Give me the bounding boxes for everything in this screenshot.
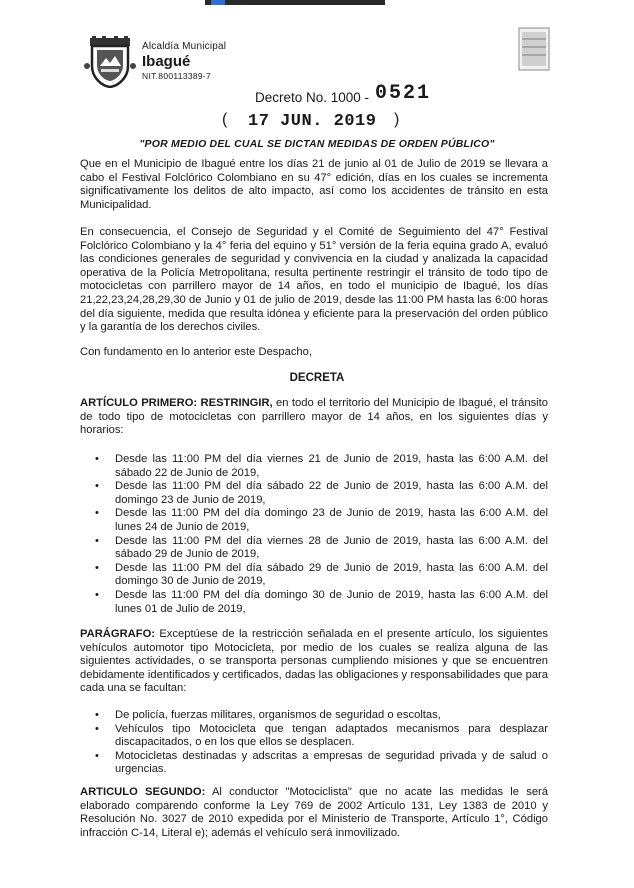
decreta-heading: DECRETA (289, 372, 345, 384)
paragrafo (80, 628, 548, 696)
alcaldia-label: Alcaldía Municipal (142, 41, 227, 52)
date-open-paren: ( (222, 111, 228, 128)
article-one-label: ARTÍCULO PRIMERO: RESTRINGIR, (80, 397, 273, 409)
article-two-label: ARTICULO SEGUNDO: (80, 786, 206, 798)
paragrafo-label: PARÁGRAFO: (80, 628, 155, 640)
article-one-text: en todo el territorio del Municipio de Ibagué, el tránsito de todo tipo de motocicletas con parrillero mayor de 14 años, en los siguientes días y horarios: (80, 397, 549, 437)
paragraph-considerando-2: En consecuencia, el Consejo de Seguridad y el Comité de Seguimiento del 47° Festival Folclórico Colombiano y la 4° feria del equino y 51° versión de la feria equina grado A, evaluó las condiciones generales de seguridad y convivencia en la ciudad y analizada la capacidad operativa de la Policía Metropolitana, resulta pertinente restringir el tránsito de todo tipo de motocicletas con parrillero mayor de 14 años, en todo el municipio de Ibagué, los días 21,22,23,24,28,29,30 de Junio y 01 de julio de 2019, desde las 11:00 PM hasta las 6:00 horas del día siguiente, medida que resulta idónea y eficiente para la preservación del orden público y la garantía de los derechos civiles. (80, 226, 548, 334)
decree-subtitle: "POR MEDIO DEL CUAL SE DICTAN MEDIDAS DE ORDEN PÚBLICO" (139, 138, 495, 150)
decree-line (255, 82, 432, 105)
list-item: • De policía, fuerzas militares, organismos de seguridad o escoltas, (80, 709, 548, 723)
list-item: • Desde las 11:00 PM del día viernes 21 de Junio de 2019, hasta las 6:00 A.M. del sábado 22 de Junio de 2019, (80, 453, 548, 480)
list-item: • Vehículos tipo Motocicleta que tengan adaptados mecanismos para desplazar discapacitados, o en los que ellos se desplacen. (80, 723, 548, 750)
date-close-paren: ) (394, 111, 400, 128)
date-stamp: 17 JUN. 2019 (248, 112, 377, 131)
toolbar-blue-icon (211, 0, 225, 5)
list-item: • Desde las 11:00 PM del día sábado 22 de Junio de 2019, hasta las 6:00 A.M. del domingo 23 de Junio de 2019, (80, 480, 548, 507)
list-item: • Desde las 11:00 PM del día domingo 30 de Junio de 2019, hasta las 6:00 A.M. del lunes 01 de Julio de 2019, (80, 589, 548, 616)
paragraph-considerando-1: Que en el Municipio de Ibagué entre los días 21 de junio al 01 de Julio de 2019 se llevara a cabo el Festival Folclórico Colombiano en su 47° edición, días en los cuales se incrementa significativamente los delitos de alto impacto, así como los accidentes de tránsito en esta Municipalidad. (80, 158, 548, 211)
municipality-header (142, 42, 226, 81)
list-item: • Motocicletas destinadas y adscritas a empresas de seguridad privada y de salud o urgencias. (80, 750, 548, 777)
list-item: • Desde las 11:00 PM del día viernes 28 de Junio de 2019, hasta las 6:00 A.M. del sábado 29 de Junio de 2019, (80, 535, 548, 562)
list-item: • Desde las 11:00 PM del día sábado 29 de Junio de 2019, hasta las 6:00 A.M. del domingo 30 de Junio de 2019, (80, 562, 548, 589)
paragraph-fundamento: Con fundamento en lo anterior este Despacho, (80, 346, 312, 358)
paragrafo-text: Exceptúese de la restricción señalada en el presente artículo, los siguientes vehículos automotor tipo Motocicleta, por medio de los cuales se realiza alguna de las siguientes actividades, o se transporta personas cumpliendo misiones y que se encuentren debidamente identificados y certificados, dadas las obligaciones y responsabilidades que para cada una se facultan: (80, 628, 548, 695)
article-two-text: Al conductor "Motociclista" que no acate las medidas le será elaborado comparendo conforme la Ley 769 de 2002 Artículo 131, Ley 1383 de 2010 y Resolución No. 3027 de 2010 expedida por el Ministerio de Transporte, Artículo 1°, Código infracción C-14, Literal e); además el vehículo será inmovilizado. (80, 786, 548, 839)
article-one (80, 397, 548, 438)
top-toolbar-strip (205, 0, 385, 5)
city-name: Ibagué (142, 52, 191, 70)
decree-number: 0521 (375, 82, 432, 105)
article-two (80, 786, 548, 840)
decree-label: Decreto No. 1000 - (255, 90, 370, 105)
nit-label: NIT.800113389-7 (142, 71, 212, 82)
document-stamp-icon (518, 27, 550, 71)
ibague-coat-of-arms-icon (84, 36, 136, 88)
exceptions-list (80, 709, 548, 777)
schedule-list (80, 453, 548, 616)
list-item: • Desde las 11:00 PM del día domingo 23 de Junio de 2019, hasta las 6:00 A.M. del lunes 24 de Junio de 2019, (80, 507, 548, 534)
